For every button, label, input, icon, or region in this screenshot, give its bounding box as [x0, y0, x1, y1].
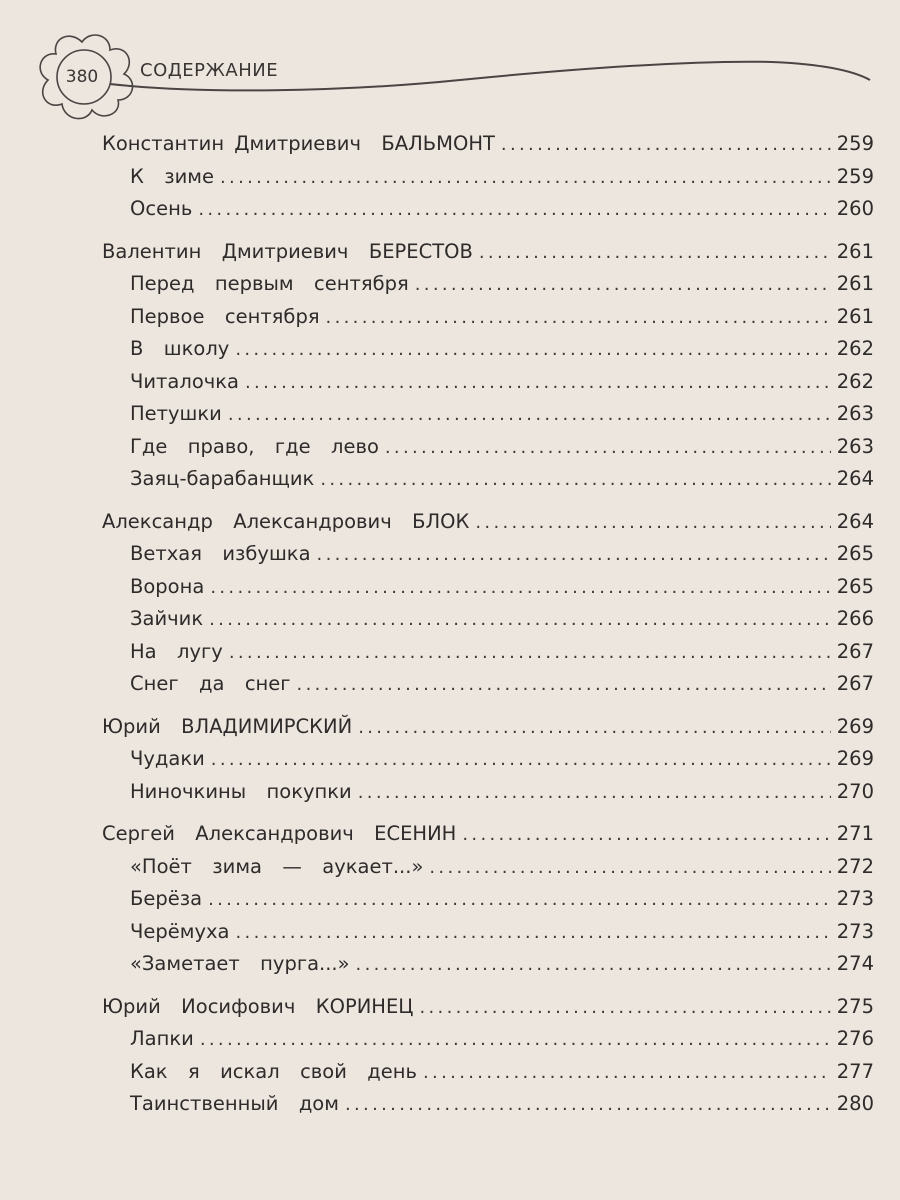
page-ref: 274 [836, 952, 874, 975]
dot-leader [501, 129, 831, 162]
toc-entry[interactable] [102, 883, 874, 916]
dot-leader [245, 367, 831, 400]
author-name: Валентин Дмитриевич БЕРЕСТОВ [102, 239, 473, 263]
dot-leader [198, 194, 830, 227]
page-ref: 259 [836, 164, 874, 188]
entry-title: Петушки [130, 402, 222, 425]
toc-entry[interactable] [102, 301, 874, 334]
entry-title: Ветхая избушка [130, 542, 311, 565]
entry-title: Таинственный дом [130, 1092, 339, 1115]
dot-leader [358, 712, 831, 745]
entry-title: «Заметает пурга...» [130, 952, 350, 975]
page-ref: 276 [836, 1027, 874, 1050]
toc-author-entry[interactable] [102, 991, 874, 1024]
page-ref: 261 [836, 272, 874, 295]
entry-title: Ниночкины покупки [130, 779, 352, 803]
toc-section-blok [102, 506, 874, 701]
page-header [0, 0, 900, 130]
page-ref: 271 [836, 822, 874, 845]
toc-entry[interactable] [102, 398, 874, 431]
page-ref: 263 [836, 402, 874, 425]
toc-entry[interactable] [102, 851, 874, 884]
dot-leader [317, 539, 831, 572]
author-name: Александр Александрович БЛОК [102, 509, 470, 533]
entry-title: Снег да снег [130, 672, 291, 695]
toc-entry[interactable] [102, 1023, 874, 1056]
page-ref: 260 [836, 197, 874, 220]
dot-leader [297, 669, 831, 702]
entry-title: На лугу [130, 639, 223, 663]
entry-title: Читалочка [130, 369, 239, 393]
page-ref: 273 [836, 919, 874, 943]
page-ref: 261 [836, 304, 874, 328]
toc-entry[interactable] [102, 743, 874, 776]
page-ref: 265 [836, 574, 874, 598]
dot-leader [356, 949, 831, 982]
author-name: Сергей Александрович ЕСЕНИН [102, 822, 457, 845]
page-ref: 262 [836, 337, 874, 360]
toc-entry[interactable] [102, 538, 874, 571]
entry-title: Перед первым сентября [130, 272, 409, 295]
page-ref: 269 [836, 747, 874, 770]
page-ref: 261 [836, 239, 874, 263]
dot-leader [211, 744, 831, 777]
dot-leader [326, 302, 831, 335]
dot-leader [475, 507, 830, 540]
page-ref: 280 [836, 1092, 874, 1115]
dot-leader [462, 819, 830, 852]
toc-section-berestov [102, 236, 874, 496]
dot-leader [235, 334, 830, 367]
page-ref: 277 [836, 1059, 874, 1083]
toc-author-entry[interactable] [102, 128, 874, 161]
page-ref: 272 [836, 854, 874, 878]
entry-title: Осень [130, 197, 193, 220]
author-name: Юрий ВЛАДИМИРСКИЙ [102, 714, 353, 738]
toc-author-entry[interactable] [102, 506, 874, 539]
toc-entry[interactable] [102, 916, 874, 949]
entry-title: Заяц-барабанщик [130, 467, 315, 490]
page-ref: 265 [836, 542, 874, 565]
entry-title: Берёза [130, 887, 203, 910]
dot-leader [320, 464, 830, 497]
page-ref: 264 [836, 509, 874, 533]
toc-entry[interactable] [102, 603, 874, 636]
toc-author-entry[interactable] [102, 818, 874, 851]
dot-leader [210, 572, 830, 605]
page-ref: 259 [836, 132, 874, 155]
page-ref: 267 [836, 672, 874, 695]
page-number: 380 [65, 67, 99, 87]
toc-entry[interactable] [102, 571, 874, 604]
toc-entry[interactable] [102, 366, 874, 399]
entry-title: «Поёт зима — аукает...» [130, 854, 424, 878]
toc-section-esenin [102, 818, 874, 981]
dot-leader [200, 1024, 831, 1057]
toc-entry[interactable] [102, 333, 874, 366]
dot-leader [208, 884, 831, 917]
entry-title: Лапки [130, 1027, 194, 1050]
toc-entry[interactable] [102, 776, 874, 809]
toc-section-vladimirsky [102, 711, 874, 809]
author-name: Юрий Иосифович КОРИНЕЦ [102, 994, 414, 1018]
entry-title: Чудаки [130, 747, 205, 770]
toc-author-entry[interactable] [102, 711, 874, 744]
page-ref: 270 [836, 779, 874, 803]
toc-section-korinets [102, 991, 874, 1121]
page-ref: 263 [836, 434, 874, 458]
dot-leader [228, 399, 831, 432]
toc-entry[interactable] [102, 463, 874, 496]
toc-entry[interactable] [102, 948, 874, 981]
dot-leader [419, 992, 830, 1025]
dot-leader [229, 637, 831, 670]
toc-entry[interactable] [102, 1056, 874, 1089]
entry-title: Первое сентября [130, 304, 320, 328]
toc-entry[interactable] [102, 161, 874, 194]
page-ref: 262 [836, 369, 874, 393]
page-ref: 264 [836, 467, 874, 490]
dot-leader [345, 1089, 831, 1122]
page-ref: 266 [836, 607, 874, 630]
toc-entry[interactable] [102, 193, 874, 226]
page-ref: 269 [836, 714, 874, 738]
toc-section-balmont [102, 128, 874, 226]
dot-leader [235, 917, 830, 950]
entry-title: Где право, где лево [130, 434, 379, 458]
entry-title: К зиме [130, 164, 214, 188]
toc-author-entry[interactable] [102, 236, 874, 269]
page-ref: 273 [836, 887, 874, 910]
dot-leader [220, 162, 831, 195]
entry-title: Ворона [130, 574, 205, 598]
page-ref: 275 [836, 994, 874, 1018]
dot-leader [358, 777, 831, 810]
dot-leader [209, 604, 831, 637]
toc-entry[interactable] [102, 668, 874, 701]
page-ref: 267 [836, 639, 874, 663]
dot-leader [423, 1057, 831, 1090]
entry-title: В школу [130, 337, 230, 360]
dot-leader [385, 432, 831, 465]
page-title: СОДЕРЖАНИЕ [140, 60, 279, 81]
flower-page-badge-icon [0, 0, 900, 130]
toc-entry[interactable] [102, 431, 874, 464]
toc-entry[interactable] [102, 636, 874, 669]
entry-title: Зайчик [130, 607, 204, 630]
entry-title: Черёмуха [130, 919, 230, 943]
author-name: Константин Дмитриевич БАЛЬМОНТ [102, 132, 495, 155]
dot-leader [479, 237, 831, 270]
dot-leader [429, 852, 830, 885]
entry-title: Как я искал свой день [130, 1059, 418, 1083]
table-of-contents [102, 128, 874, 1131]
toc-entry[interactable] [102, 268, 874, 301]
dot-leader [415, 269, 831, 302]
toc-entry[interactable] [102, 1088, 874, 1121]
